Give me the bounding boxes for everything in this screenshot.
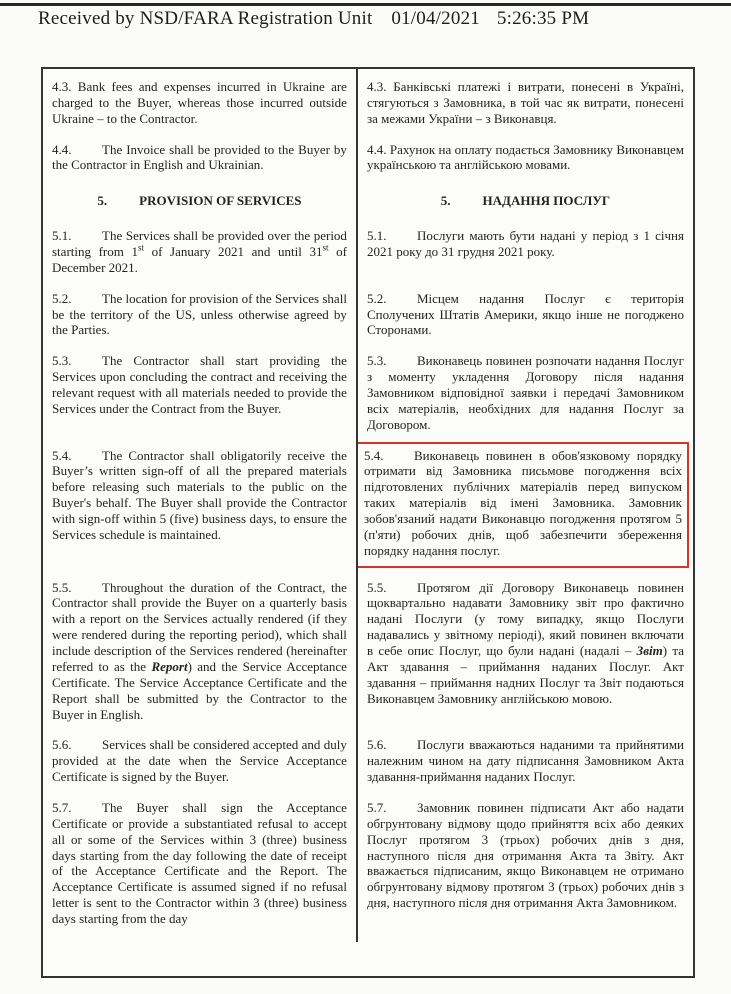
clause-5-5-en bbox=[43, 580, 357, 738]
clause-number: 5.4. bbox=[363, 447, 384, 463]
ordinal-superscript: st bbox=[322, 242, 329, 253]
table-row-section-5-heading bbox=[43, 188, 693, 228]
clause-number: 4.4. bbox=[366, 141, 387, 157]
clause-number: 5.5. bbox=[52, 579, 72, 595]
fara-receipt-header bbox=[38, 8, 589, 30]
clause-paragraph bbox=[52, 353, 347, 416]
clause-text: Throughout the duration of the Contract, the Contractor shall provide the Buyer on a quarterly basis with a report on the Services actually rendered (if they were rendered during the reporting period), which shall include description of the Services rendered (hereinafter referred to as the bbox=[52, 579, 347, 674]
clause-text: Рахунок на оплату подається Замовнику Виконавцем українською та англійською мовами. bbox=[366, 141, 684, 173]
clause-text: The Contractor shall start providing the Services upon concluding the contract and receiving the relevant request with all materials needed to provide the Services under the Contract from the Buyer. bbox=[52, 353, 347, 416]
clause-4-3-ua bbox=[357, 69, 693, 142]
clause-paragraph bbox=[367, 228, 684, 260]
clause-text: Замовник повинен підписати Акт або надати обгрунтовану відмову щодо прийняття всіх або деяких Послуг протягом 3 (трьох) робочих днів з дня, наступного після дня отримання Акта та Звіту. Акт вважається підписаним, якщо Виконавцем не отримано обгрунтовану відмову протягом 3 (трьох) робочих днів з дня, наступного після дня отримання Акта Замовником. bbox=[366, 799, 684, 911]
clause-text: ) and the Service Acceptance Certificate. The Service Acceptance Certificate and the Report shall be submitted by the Contractor to the Buyer in English. bbox=[52, 658, 347, 722]
received-by-text: Received by NSD/FARA Registration Unit bbox=[38, 8, 373, 29]
section-title: PROVISION OF SERVICES bbox=[139, 193, 302, 209]
clause-number: 5.5. bbox=[366, 579, 387, 595]
clause-paragraph bbox=[52, 448, 347, 543]
table-row-5-1 bbox=[43, 228, 693, 291]
report-term-emphasis: Report bbox=[151, 658, 188, 674]
clause-text: Місцем надання Послуг є територія Сполучених Штатів Америки, якщо інше не погоджено Сторонами. bbox=[366, 290, 684, 338]
clause-4-4-ua bbox=[357, 142, 693, 189]
clause-text: The Services shall be provided over the period starting from 1 bbox=[52, 228, 347, 260]
clause-paragraph bbox=[367, 737, 684, 785]
clause-paragraph bbox=[367, 79, 684, 127]
received-time: 5:26:35 PM bbox=[496, 8, 590, 29]
clause-text: Послуги мають бути надані у період з 1 січня 2021 року до 31 грудня 2021 року. bbox=[366, 228, 684, 260]
clause-text: Services shall be considered accepted and duly provided at the date when the Service Acceptance Certificate is signed by the Buyer. bbox=[52, 737, 347, 785]
clause-paragraph bbox=[52, 79, 347, 127]
clause-5-7-ua bbox=[357, 800, 693, 942]
table-row-5-3 bbox=[43, 353, 693, 447]
clause-number: 4.4. bbox=[52, 141, 72, 157]
clause-5-4-en bbox=[43, 448, 357, 580]
clause-number: 5.6. bbox=[52, 737, 72, 753]
clause-5-3-en bbox=[43, 353, 357, 447]
clause-5-1-ua bbox=[357, 228, 693, 291]
clause-paragraph bbox=[367, 353, 684, 432]
clause-paragraph bbox=[52, 291, 347, 339]
clause-number: 5.3. bbox=[52, 353, 72, 369]
table-row-5-5 bbox=[43, 580, 693, 738]
section-number: 5. bbox=[440, 193, 451, 209]
clause-4-3-en bbox=[43, 69, 357, 142]
section-heading bbox=[367, 193, 684, 209]
received-date: 01/04/2021 bbox=[391, 8, 480, 29]
contract-table bbox=[41, 67, 695, 978]
clause-number: 5.3. bbox=[366, 353, 387, 369]
clause-text: The Buyer shall sign the Acceptance Certificate or provide a substantiated refusal to accept all or some of the Services within 3 (three) business days starting from the day following the date of receipt of the Acceptance Certificate and the Report. The Acceptance Certificate is assumed signed if no refusal letter is sent to the Contractor within 3 (three) business days starting from the day bbox=[52, 799, 347, 926]
clause-text: Виконавець повинен розпочати надання Послуг з моменту укладення Договору після надання Замовником відповідної заявки і передачі Замовником всіх матеріалів, необхідних для надання Послуг за Договором. bbox=[366, 353, 684, 432]
clause-number: 4.3. bbox=[366, 79, 387, 94]
clause-text: Банківські платежі і витрати, понесені в Україні, стягуються з Замовника, в той час як витрати, понесені за межами України – з Виконавця. bbox=[366, 79, 684, 126]
clause-text: of December 2021. bbox=[52, 244, 347, 275]
clause-5-3-ua bbox=[357, 353, 693, 447]
table-row-5-4 bbox=[43, 448, 693, 580]
clause-paragraph bbox=[52, 142, 347, 174]
clause-5-6-ua bbox=[357, 737, 693, 800]
clause-number: 5.6. bbox=[366, 737, 387, 753]
clause-text: Послуги вважаються наданими та прийнятими належним чином на дату підписання Замовником Акта здавання-приймання наданих Послуг. bbox=[366, 737, 684, 785]
top-rule bbox=[0, 3, 731, 6]
clause-number: 5.7. bbox=[52, 799, 72, 815]
clause-paragraph bbox=[367, 142, 684, 174]
table-row-5-2 bbox=[43, 291, 693, 354]
clause-number: 5.1. bbox=[52, 228, 72, 244]
clause-text: Bank fees and expenses incurred in Ukraine are charged to the Buyer, whereas those incurred outside Ukraine – to the Contractor. bbox=[52, 79, 347, 126]
report-term-emphasis: Звіт bbox=[636, 643, 663, 659]
clause-number: 4.3. bbox=[52, 79, 72, 94]
clause-4-4-en bbox=[43, 142, 357, 189]
clause-paragraph bbox=[52, 800, 347, 927]
section-title: НАДАННЯ ПОСЛУГ bbox=[482, 193, 611, 209]
clause-paragraph bbox=[367, 580, 684, 707]
clause-text: Виконавець повинен в обов'язковому порядку отримати від Замовника письмове погодження всіх підготовлених публічних матеріалів перед випуском таких матеріалів від імені Замовника. Замовник зобов'язаний надати Виконавцю погодження протягом 5 (п'яти) робочих днів, щоб забезпечити збереження порядку надання послуг. bbox=[363, 447, 682, 558]
clause-text: The location for provision of the Services shall be the territory of the US, unless otherwise agreed by the Parties. bbox=[52, 290, 347, 338]
clause-5-7-en bbox=[43, 800, 357, 942]
clause-number: 5.7. bbox=[366, 799, 387, 815]
section-5-heading-en bbox=[43, 188, 357, 228]
clause-paragraph bbox=[367, 291, 684, 339]
clause-5-2-en bbox=[43, 291, 357, 354]
clause-text: The Contractor shall obligatorily receive the Buyer’s written sign-off of all the prepared materials before releasing such materials to the public on the Buyer's behalf. The Buyer shall provide the Contractor with sign-off within 5 (five) business days, to ensure the Services schedule is maintained. bbox=[52, 447, 347, 542]
section-5-heading-ua bbox=[357, 188, 693, 228]
clause-paragraph bbox=[52, 737, 347, 785]
clause-text: ) та Акт здавання – приймання наданих Послуг. Акт здавання – приймання надних Послуг та Звіт подаються Виконавцем Замовнику англійською мовою. bbox=[366, 643, 684, 706]
clause-5-4-ua bbox=[357, 448, 693, 580]
clause-text: of January 2021 and until 31 bbox=[143, 244, 323, 260]
clause-text: Протягом дії Договору Виконавець повинен щоквартально надавати Замовнику звіт про фактично надані Послуги (у тому випадку, якщо Послуги надавались у звітному періоді), який повинен включати в себе опис Послуг, що були надані (надалі – bbox=[366, 579, 684, 659]
clause-paragraph bbox=[367, 800, 684, 911]
bilingual-table bbox=[43, 69, 693, 942]
section-number: 5. bbox=[97, 193, 108, 209]
highlight-box-clause-5-4 bbox=[356, 442, 689, 568]
clause-paragraph bbox=[52, 580, 347, 723]
clause-5-1-en bbox=[43, 228, 357, 291]
clause-text: The Invoice shall be provided to the Buyer by the Contractor in English and Ukrainian. bbox=[52, 141, 347, 173]
clause-5-5-ua bbox=[357, 580, 693, 738]
clause-paragraph bbox=[52, 228, 347, 276]
table-row-4-4 bbox=[43, 142, 693, 189]
clause-number: 5.2. bbox=[52, 290, 72, 306]
table-row-4-3 bbox=[43, 69, 693, 142]
table-row-5-7 bbox=[43, 800, 693, 942]
ordinal-superscript: st bbox=[137, 242, 144, 253]
clause-number: 5.2. bbox=[366, 290, 387, 306]
clause-5-2-ua bbox=[357, 291, 693, 354]
clause-number: 5.4. bbox=[52, 447, 72, 463]
table-row-5-6 bbox=[43, 737, 693, 800]
clause-number: 5.1. bbox=[366, 228, 387, 244]
section-heading bbox=[52, 193, 347, 209]
clause-5-6-en bbox=[43, 737, 357, 800]
